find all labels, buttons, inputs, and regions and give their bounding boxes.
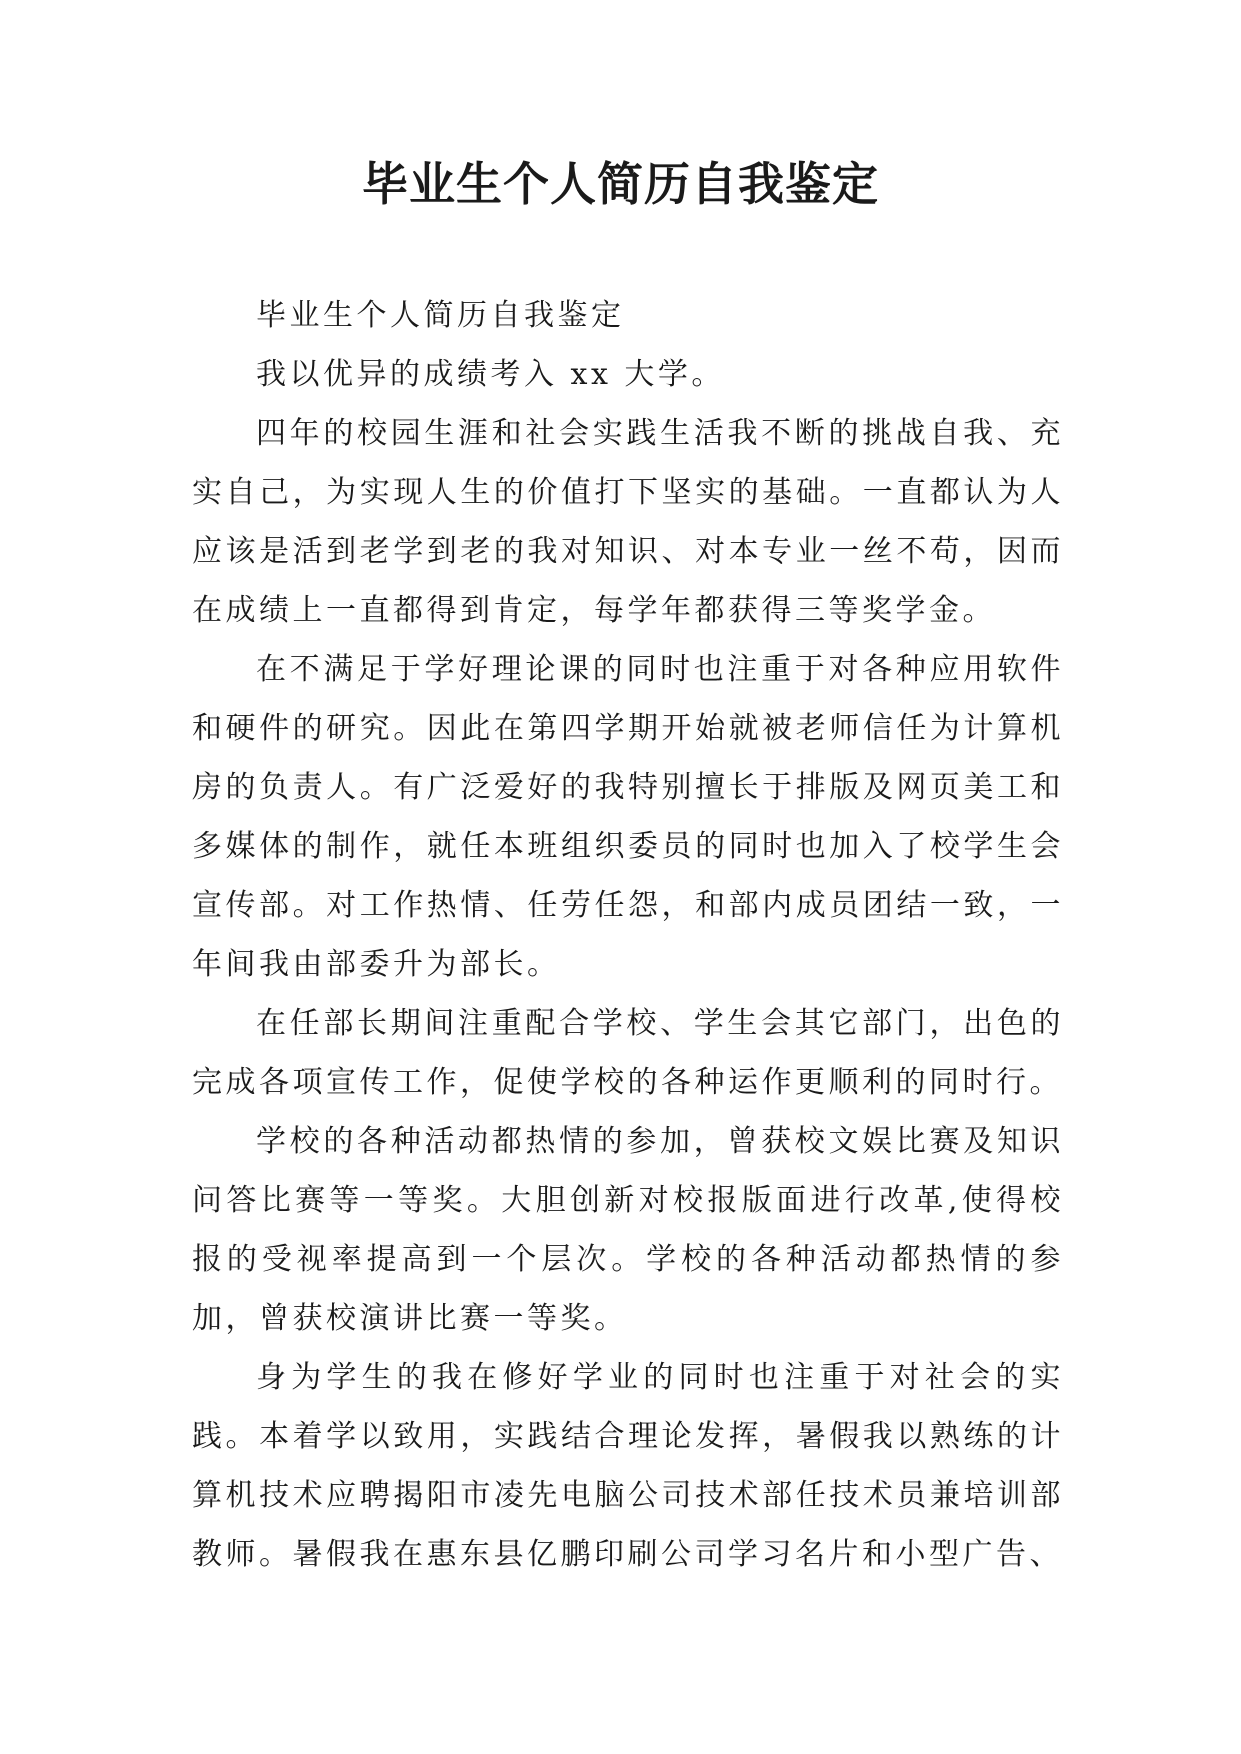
document-title: 毕业生个人简历自我鉴定 (362, 157, 879, 211)
paragraph-admission: 我以优异的成绩考入 xx 大学。 (256, 357, 725, 392)
paragraph-social-practice: 身为学生的我在修好学业的同时也注重于对社会的实践。本着学以致用，实践结合理论发挥，暑假我以熟练的计算机技术应聘揭阳市凌先电脑公司技术部任技术员兼培训部教师。暑假我在惠东县亿鹏印刷公司学习名片和小型广告、 (192, 1360, 1064, 1572)
paragraph-software-study: 在不满足于学好理论课的同时也注重于对各种应用软件和硬件的研究。因此在第四学期开始就被老师信任为计算机房的负责人。有广泛爱好的我特别擅长于排版及网页美工和多媒体的制作，就任本班组织委员的同时也加入了校学生会宣传部。对工作热情、任劳任怨，和部内成员团结一致，一年间我由部委升为部长。 (192, 652, 1064, 982)
paragraph-minister-term: 在任部长期间注重配合学校、学生会其它部门，出色的完成各项宣传工作，促使学校的各种运作更顺利的同时行。 (192, 1006, 1064, 1100)
paragraph-activities: 学校的各种活动都热情的参加，曾获校文娱比赛及知识问答比赛等一等奖。大胆创新对校报版面进行改革,使得校报的受视率提高到一个层次。学校的各种活动都热情的参加，曾获校演讲比赛一等奖。 (192, 1124, 1064, 1336)
paragraph-campus-life: 四年的校园生涯和社会实践生活我不断的挑战自我、充实自己，为实现人生的价值打下坚实的基础。一直都认为人应该是活到老学到老的我对知识、对本专业一丝不苟，因而在成绩上一直都得到肯定，每学年都获得三等奖学金。 (192, 416, 1064, 628)
document-body (192, 286, 1064, 1584)
paragraph-heading: 毕业生个人简历自我鉴定 (256, 298, 625, 333)
